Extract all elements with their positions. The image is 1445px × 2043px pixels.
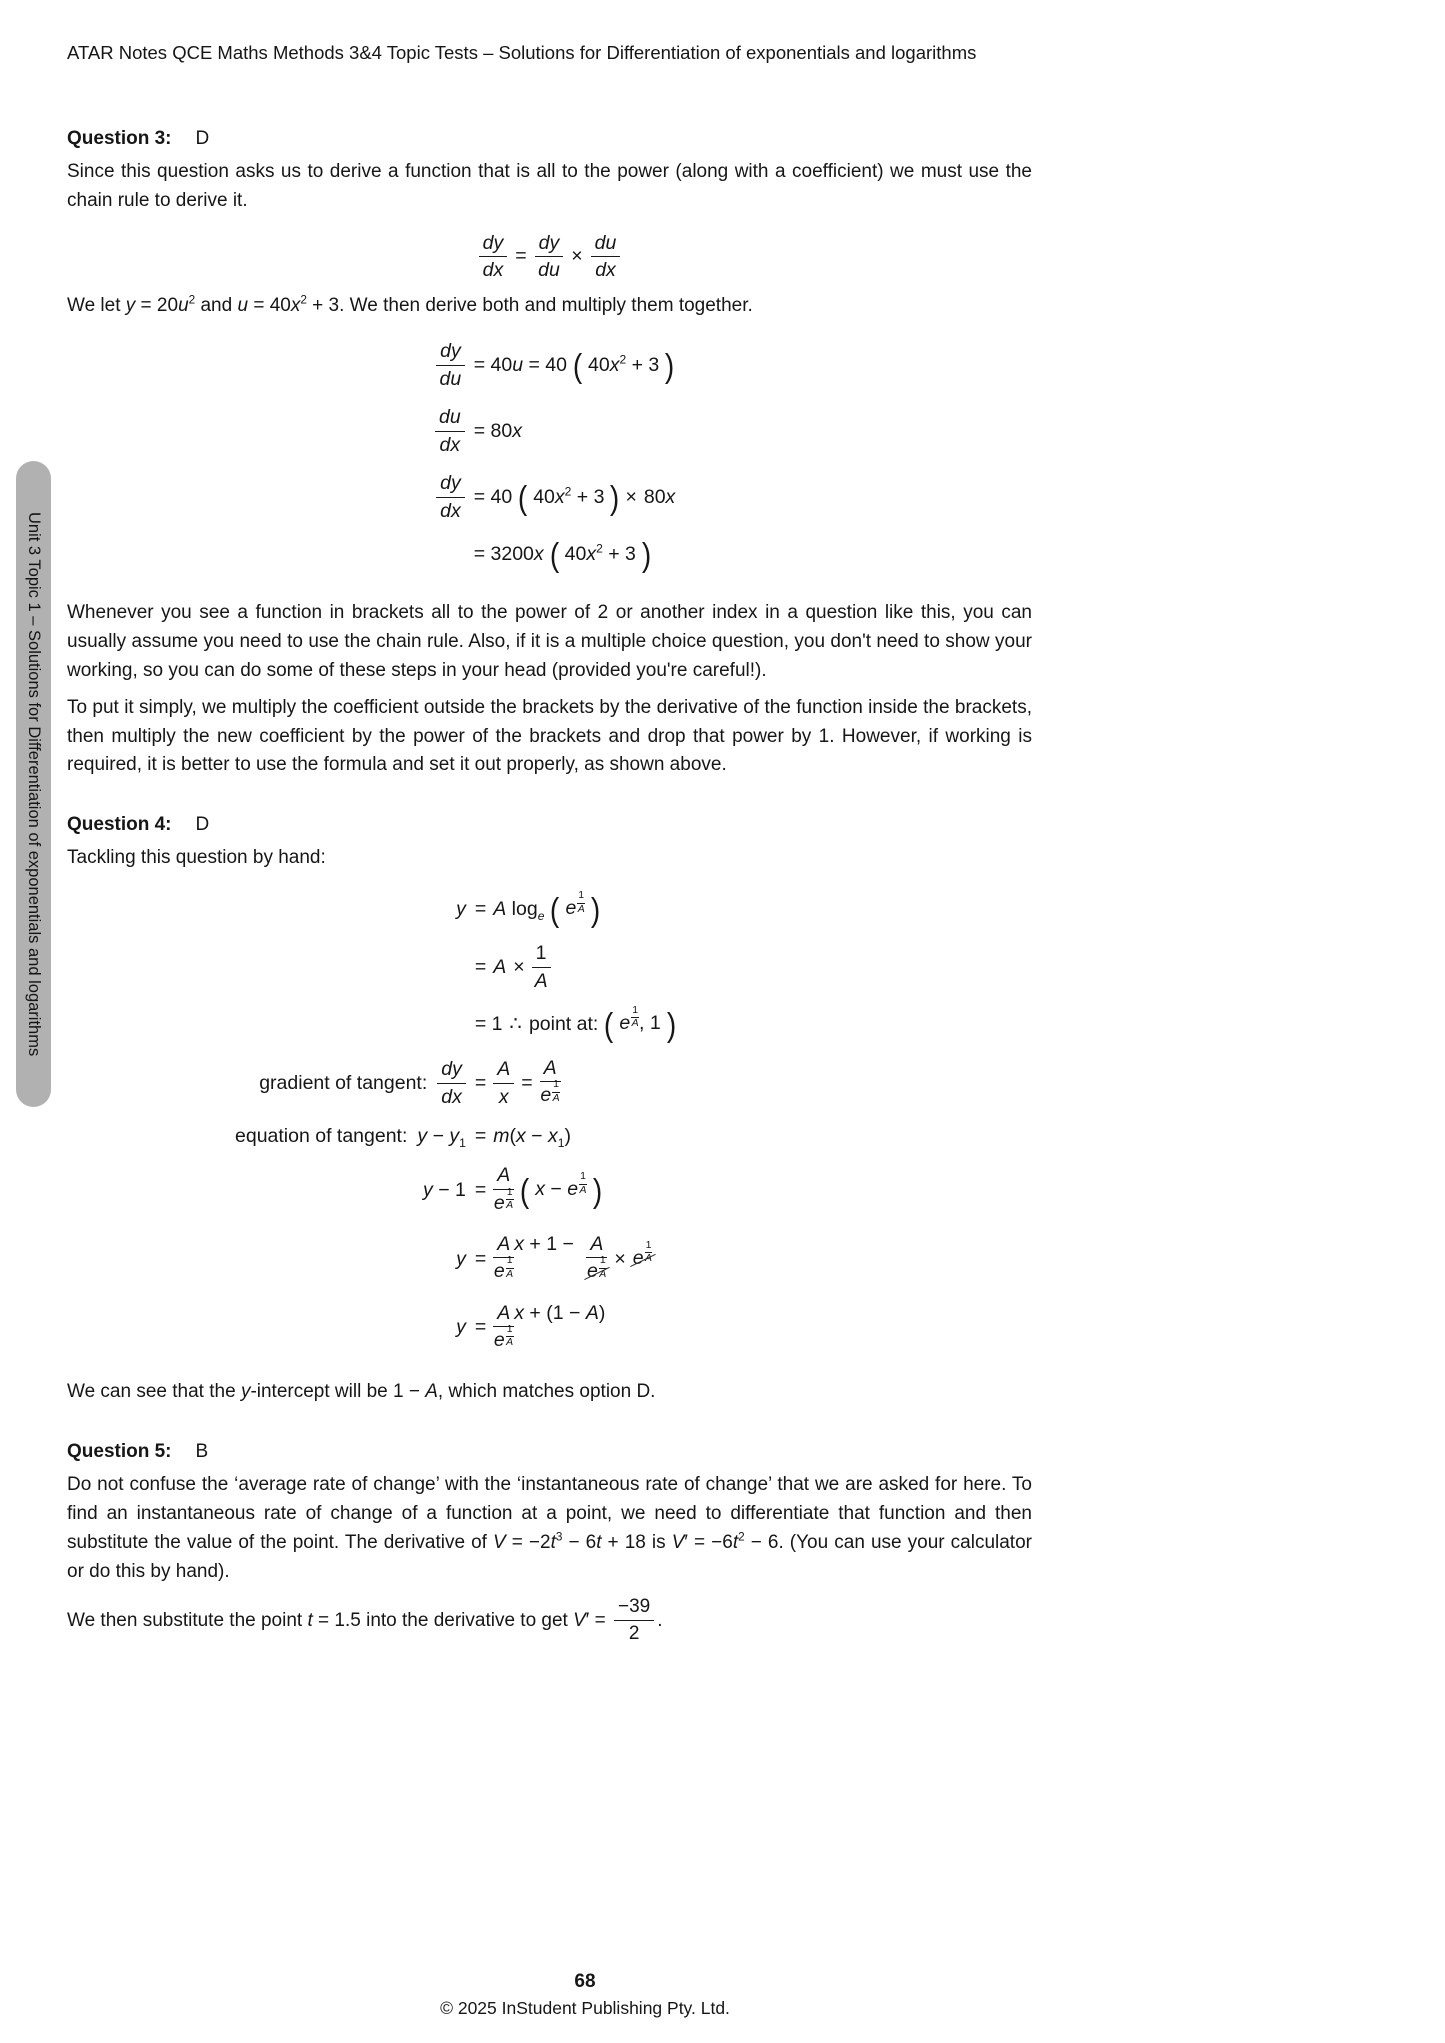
q5-final-line bbox=[67, 1596, 1032, 1645]
math-var: y bbox=[449, 1125, 460, 1148]
frac-den bbox=[493, 1254, 514, 1285]
math-text: + 3. We then derive both and multiply them together. bbox=[306, 294, 753, 316]
frac-den bbox=[586, 1254, 607, 1285]
exp-num: 1 bbox=[506, 1187, 514, 1201]
e-power-1-over-A bbox=[565, 889, 585, 922]
math-var: e bbox=[493, 1260, 505, 1283]
prime-mark: ′ bbox=[684, 1531, 688, 1553]
math-var: A bbox=[493, 1302, 514, 1327]
e-power-1-over-A bbox=[493, 1322, 514, 1354]
math-text: Do not confuse the ‘average rate of change’ with the ‘instantaneous rate of change’ that we are asked for here. To find an instantaneous rate of change of a function at a point, we need to differentiate that function and then substitute the value of the point. The derivative of bbox=[67, 1473, 1032, 1553]
big-paren-open: ( bbox=[550, 891, 560, 929]
exp-den: A bbox=[506, 1199, 514, 1212]
math-text: . bbox=[657, 1609, 663, 1631]
math-var: x bbox=[498, 1085, 509, 1108]
q3-row4-rhs bbox=[474, 538, 650, 571]
exponent-3: 3 bbox=[555, 1530, 563, 1544]
q5-paragraph bbox=[67, 1471, 1032, 1587]
math-var: e bbox=[493, 1328, 505, 1351]
math-num: −39 bbox=[614, 1596, 654, 1621]
math-var: A bbox=[585, 1301, 599, 1324]
math-text: We can see that the bbox=[67, 1381, 241, 1403]
exp-den: A bbox=[506, 1336, 514, 1349]
math-text: + 3 bbox=[602, 543, 636, 565]
math-var: dx bbox=[441, 1085, 462, 1108]
math-var: dy bbox=[479, 232, 508, 257]
big-paren-open: ( bbox=[520, 1172, 530, 1210]
math-var: x bbox=[514, 1233, 525, 1255]
q3-row2-rhs bbox=[474, 420, 522, 443]
q3-row1-lhs bbox=[436, 340, 465, 390]
math-text: -intercept will be 1 − bbox=[250, 1381, 426, 1403]
exp-num: 1 bbox=[645, 1240, 653, 1254]
big-paren-close: ) bbox=[641, 536, 652, 573]
math-var: dx bbox=[482, 259, 504, 282]
exponent-frac-1-A bbox=[552, 1079, 560, 1104]
math-var: y bbox=[240, 1381, 251, 1403]
math-text: 40 bbox=[587, 353, 610, 376]
q3-derivation bbox=[435, 340, 1032, 571]
math-var: x bbox=[516, 1125, 526, 1148]
q4-row4-lhs bbox=[259, 1058, 466, 1108]
math-var: t bbox=[307, 1609, 313, 1631]
prime-mark: ′ bbox=[585, 1609, 590, 1631]
frac-A-over-e bbox=[493, 1164, 514, 1217]
math-var: A bbox=[493, 1164, 514, 1189]
math-var: y bbox=[125, 294, 136, 316]
math-text: = 3200 bbox=[473, 543, 534, 565]
q3-note-1: Whenever you see a function in brackets all to the power of 2 or another index in a question like this, you can usually assume you need to use the chain rule. Also, if it is a multiple choice question, you don't need to show your working, so you can do some of these steps in your head (provided you're careful!). bbox=[67, 602, 1032, 681]
math-text: + 18 is bbox=[601, 1531, 672, 1553]
page-content bbox=[67, 128, 1032, 1645]
exp-num: 1 bbox=[577, 890, 585, 904]
therefore-sign: ∴ bbox=[509, 1013, 522, 1036]
math-text: − 1 bbox=[432, 1179, 466, 1202]
exponent-2: 2 bbox=[564, 484, 572, 499]
exp-num: 1 bbox=[631, 1005, 639, 1019]
equation-of-tangent-label: equation of tangent: bbox=[235, 1125, 408, 1148]
math-text-group bbox=[565, 543, 636, 566]
math-text-group bbox=[493, 898, 545, 924]
math-text-group bbox=[67, 1610, 611, 1632]
math-var: dx bbox=[595, 259, 616, 282]
q3-intro: Since this question asks us to derive a function that is all to the power (along with a coefficient) we must use the chain rule to derive it. bbox=[67, 161, 1032, 211]
e-power-1-over-A bbox=[493, 1254, 514, 1285]
q3-row1-rhs bbox=[473, 346, 675, 384]
e-power-1-over-A-cancelled bbox=[586, 1254, 607, 1285]
exponent-frac-1-A bbox=[599, 1255, 607, 1280]
q4-heading bbox=[67, 814, 1032, 836]
q4-label: Question 4: bbox=[67, 814, 172, 836]
frac-den bbox=[493, 1322, 514, 1354]
math-var: e bbox=[586, 1260, 598, 1283]
math-text: 40 bbox=[533, 485, 555, 508]
math-text: We let bbox=[67, 294, 126, 316]
math-var: du bbox=[435, 406, 465, 431]
exp-den: A bbox=[552, 1091, 560, 1104]
math-text-group bbox=[644, 486, 675, 509]
equals-sign: = bbox=[474, 955, 487, 978]
chain-rule-formula bbox=[67, 232, 1032, 282]
exponent-2: 2 bbox=[596, 541, 603, 556]
q4-row1-rhs bbox=[474, 889, 601, 929]
math-var: A bbox=[534, 969, 548, 992]
math-text-group bbox=[493, 1233, 579, 1286]
q3-let-line bbox=[67, 292, 1032, 321]
log-base-e: e bbox=[537, 909, 545, 924]
math-var: V bbox=[493, 1531, 506, 1553]
q5-label: Question 5: bbox=[67, 1440, 172, 1462]
frac-1-over-A bbox=[532, 942, 551, 992]
equals-sign: = bbox=[474, 898, 487, 921]
page-header: ATAR Notes QCE Maths Methods 3&4 Topic Tests – Solutions for Differentiation of exponentials and logarithms bbox=[67, 42, 977, 63]
big-paren-close: ) bbox=[665, 346, 675, 384]
exp-num: 1 bbox=[506, 1324, 514, 1338]
exponent-frac-1-A bbox=[645, 1240, 653, 1265]
frac-dy-dx bbox=[437, 1058, 466, 1108]
paren-close: ) bbox=[564, 1125, 571, 1148]
exponent-frac-1-A bbox=[577, 890, 585, 915]
exp-den: A bbox=[631, 1017, 639, 1030]
paren-close: ) bbox=[598, 1301, 606, 1324]
big-paren-open: ( bbox=[604, 1005, 614, 1043]
math-var: x bbox=[533, 543, 544, 565]
q4-row3-rhs bbox=[474, 1003, 676, 1043]
math-text-group bbox=[535, 1170, 587, 1203]
math-text: log bbox=[506, 898, 538, 921]
math-var: dy bbox=[436, 472, 465, 497]
exponent-frac-1-A bbox=[506, 1187, 514, 1212]
math-text: = bbox=[589, 1609, 612, 1631]
math-var: y bbox=[456, 898, 466, 921]
frac-neg39-over-2 bbox=[614, 1596, 654, 1645]
math-var: x bbox=[547, 1125, 558, 1148]
math-var: A bbox=[493, 1058, 514, 1083]
sidebar-tab bbox=[16, 461, 51, 1107]
q3-note-2: To put it simply, we multiply the coefficient outside the brackets by the derivative of the function inside the brackets, then multiply the new coefficient by the power of the brackets and drop that power by 1. However, if working is required, it is better to use the formula and set it out properly, as shown above. bbox=[67, 696, 1032, 776]
exponent-2: 2 bbox=[300, 293, 307, 307]
math-text: − 6 bbox=[562, 1531, 597, 1553]
math-var: t bbox=[550, 1531, 556, 1553]
math-var: e bbox=[493, 1191, 505, 1214]
sidebar-label: Unit 3 Topic 1 – Solutions for Differentiation of exponentials and logarithms bbox=[25, 511, 43, 1057]
q3-label: Question 3: bbox=[67, 128, 172, 149]
math-num: 2 bbox=[628, 1623, 640, 1645]
math-var: x bbox=[586, 543, 597, 565]
q4-row7-lhs bbox=[456, 1248, 466, 1271]
e-power-1-over-A-cancelled bbox=[632, 1238, 653, 1272]
exp-num: 1 bbox=[552, 1079, 560, 1093]
frac-dy-du bbox=[535, 232, 564, 282]
times-sign: × bbox=[571, 245, 583, 268]
math-text: + (1 − bbox=[524, 1301, 586, 1324]
big-paren-close: ) bbox=[590, 891, 601, 929]
big-paren-open: ( bbox=[518, 478, 528, 516]
frac-den bbox=[540, 1078, 560, 1109]
page-footer bbox=[67, 1971, 1103, 2019]
math-var: x bbox=[514, 1301, 525, 1324]
math-var: dy bbox=[437, 1058, 466, 1083]
math-text-group bbox=[423, 1179, 466, 1202]
exp-num: 1 bbox=[579, 1171, 587, 1185]
e-power-1-over-A bbox=[619, 1003, 639, 1037]
math-var: t bbox=[732, 1531, 739, 1553]
math-text: 40 bbox=[564, 543, 587, 565]
math-text-group bbox=[533, 486, 604, 509]
q4-row5-rhs bbox=[474, 1125, 571, 1151]
math-text: − bbox=[427, 1125, 450, 1148]
math-var: y bbox=[417, 1125, 428, 1148]
big-paren-open: ( bbox=[549, 536, 559, 573]
math-var: x bbox=[609, 353, 620, 376]
math-var: u bbox=[178, 294, 189, 316]
math-var: t bbox=[596, 1531, 602, 1553]
equals-sign: = bbox=[515, 245, 527, 268]
exp-den: A bbox=[599, 1267, 607, 1280]
math-text: = 40 bbox=[473, 353, 513, 376]
big-paren-close: ) bbox=[592, 1172, 603, 1210]
q4-answer: D bbox=[195, 814, 210, 836]
exponent-frac-1-A bbox=[631, 1005, 639, 1030]
q4-row7-rhs bbox=[475, 1233, 653, 1286]
math-text-group bbox=[493, 1302, 605, 1355]
math-var: u bbox=[512, 353, 524, 376]
math-var: u bbox=[237, 294, 249, 316]
subscript-1: 1 bbox=[557, 1136, 565, 1151]
q3-row3-lhs bbox=[436, 472, 465, 522]
subscript-1: 1 bbox=[459, 1136, 466, 1151]
math-var: e bbox=[565, 897, 577, 920]
frac-du-dx bbox=[591, 232, 621, 282]
math-var: x bbox=[665, 485, 676, 508]
exp-den: A bbox=[644, 1252, 652, 1265]
q4-intro: Tackling this question by hand: bbox=[67, 847, 326, 869]
math-text: − bbox=[545, 1178, 568, 1201]
equals-sign: = bbox=[474, 1125, 487, 1148]
math-var: A bbox=[493, 955, 507, 978]
math-text-group bbox=[619, 1003, 661, 1037]
math-var: dy bbox=[436, 340, 465, 365]
q5-answer: B bbox=[195, 1440, 209, 1462]
frac-dy-du bbox=[436, 340, 465, 390]
frac-A-over-x bbox=[493, 1058, 514, 1108]
equals-sign: = bbox=[474, 1316, 487, 1339]
math-text: + 3 bbox=[626, 353, 660, 376]
math-text: = 40 bbox=[473, 485, 513, 508]
exp-den: A bbox=[579, 1183, 587, 1196]
big-paren-open: ( bbox=[572, 346, 583, 384]
math-var: e bbox=[632, 1246, 644, 1269]
math-text: − bbox=[525, 1125, 548, 1148]
math-text: , which matches option D. bbox=[437, 1381, 656, 1403]
point-at-label: point at: bbox=[528, 1012, 599, 1035]
math-var: V bbox=[671, 1531, 685, 1553]
page-number: 68 bbox=[574, 1971, 596, 1992]
math-var: A bbox=[425, 1381, 438, 1403]
math-text: We then substitute the point bbox=[67, 1609, 308, 1631]
exponent-2: 2 bbox=[738, 1530, 745, 1544]
math-var: m bbox=[493, 1125, 510, 1148]
math-var: e bbox=[619, 1011, 631, 1034]
math-var: x bbox=[512, 419, 522, 442]
exponent-2: 2 bbox=[619, 352, 627, 367]
math-var: A bbox=[586, 1233, 607, 1258]
math-text-group bbox=[588, 354, 659, 377]
math-var: du bbox=[591, 232, 621, 257]
math-var: y bbox=[456, 1316, 466, 1339]
math-text: and bbox=[195, 294, 238, 316]
math-var: V bbox=[573, 1609, 586, 1631]
math-text: + 3 bbox=[571, 485, 605, 508]
exp-den: A bbox=[577, 902, 585, 915]
q3-row3-rhs bbox=[473, 478, 676, 516]
exp-num: 1 bbox=[506, 1255, 514, 1269]
exponent-2: 2 bbox=[188, 293, 196, 307]
e-power-1-over-A bbox=[493, 1185, 514, 1217]
q4-row5-lhs bbox=[235, 1125, 466, 1151]
exponent-frac-1-A bbox=[506, 1255, 514, 1280]
math-text: = 40 bbox=[248, 294, 291, 316]
q4-outro bbox=[67, 1378, 1032, 1407]
math-text-group bbox=[474, 543, 544, 566]
frac-dy-dx bbox=[436, 472, 465, 522]
math-var: e bbox=[567, 1178, 579, 1201]
math-var: dx bbox=[440, 499, 461, 522]
exp-den: A bbox=[506, 1267, 514, 1280]
math-text: = 80 bbox=[473, 419, 513, 442]
q4-row2-rhs bbox=[475, 942, 551, 992]
math-text: 80 bbox=[643, 485, 666, 508]
times-sign: × bbox=[614, 1247, 626, 1270]
q3-answer: D bbox=[195, 128, 210, 149]
math-text-group bbox=[417, 1125, 466, 1151]
math-text-group bbox=[474, 420, 522, 443]
exponent-frac-1-A bbox=[506, 1324, 514, 1349]
q4-row8-lhs bbox=[456, 1316, 466, 1339]
times-sign: × bbox=[625, 485, 637, 508]
e-power-1-over-A bbox=[567, 1170, 587, 1203]
q4-row1-lhs bbox=[456, 898, 466, 921]
q4-working bbox=[235, 889, 1032, 1354]
math-text: = 20 bbox=[135, 294, 179, 316]
equals-sign: = bbox=[474, 1247, 487, 1270]
math-var: x bbox=[554, 485, 565, 508]
math-text-group bbox=[474, 354, 567, 377]
equals-sign: = bbox=[521, 1071, 533, 1094]
q4-row8-rhs bbox=[475, 1302, 605, 1355]
gradient-of-tangent-label: gradient of tangent: bbox=[259, 1071, 428, 1094]
math-text: = −2 bbox=[505, 1531, 551, 1553]
paren-open: ( bbox=[509, 1125, 516, 1148]
math-var: du bbox=[439, 367, 462, 390]
math-num: 1 bbox=[532, 942, 551, 967]
math-var: A bbox=[493, 1233, 514, 1258]
math-var: e bbox=[540, 1084, 552, 1107]
frac-A-over-e bbox=[493, 1302, 514, 1355]
q3-heading bbox=[67, 128, 1032, 150]
times-sign: × bbox=[513, 955, 525, 978]
math-text: = 1 bbox=[474, 1012, 503, 1035]
math-var: A bbox=[493, 898, 507, 921]
frac-A-over-e bbox=[493, 1233, 514, 1286]
frac-A-over-e bbox=[540, 1057, 561, 1110]
math-var: dx bbox=[439, 433, 461, 456]
q3-row2-lhs bbox=[435, 406, 465, 456]
equals-sign: = bbox=[474, 1071, 487, 1094]
frac-A-over-e-cancelled bbox=[586, 1233, 607, 1286]
big-paren-close: ) bbox=[666, 1005, 676, 1043]
q5-heading bbox=[67, 1441, 1032, 1463]
math-var: A bbox=[540, 1057, 561, 1082]
frac-den bbox=[493, 1185, 514, 1217]
e-power-1-over-A bbox=[540, 1078, 560, 1109]
math-var: x bbox=[290, 294, 301, 316]
exp-num: 1 bbox=[599, 1255, 607, 1269]
frac-dy-dx bbox=[479, 232, 508, 282]
copyright: © 2025 InStudent Publishing Pty. Ltd. bbox=[440, 1998, 730, 2018]
math-var: y bbox=[456, 1247, 466, 1270]
math-text: = 1.5 into the derivative to get bbox=[312, 1609, 574, 1631]
math-text: − 6. (You can use your calculator or do this by hand). bbox=[67, 1531, 1032, 1582]
math-var: dy bbox=[535, 232, 564, 257]
q4-row6-lhs bbox=[423, 1179, 466, 1202]
exponent-frac-1-A bbox=[579, 1171, 587, 1196]
math-text-group bbox=[493, 1125, 571, 1151]
q4-row6-rhs bbox=[475, 1164, 601, 1217]
math-var: y bbox=[423, 1179, 433, 1202]
big-paren-close: ) bbox=[610, 478, 620, 516]
math-text: , 1 bbox=[639, 1011, 661, 1034]
math-text: + 1 − bbox=[524, 1233, 580, 1255]
math-var: x bbox=[535, 1178, 546, 1201]
equals-sign: = bbox=[474, 1179, 487, 1202]
q4-row4-rhs bbox=[475, 1057, 561, 1110]
math-var: du bbox=[538, 259, 560, 282]
frac-du-dx bbox=[435, 406, 465, 456]
math-text: = 40 bbox=[523, 353, 567, 376]
math-text: = −6 bbox=[687, 1531, 733, 1553]
